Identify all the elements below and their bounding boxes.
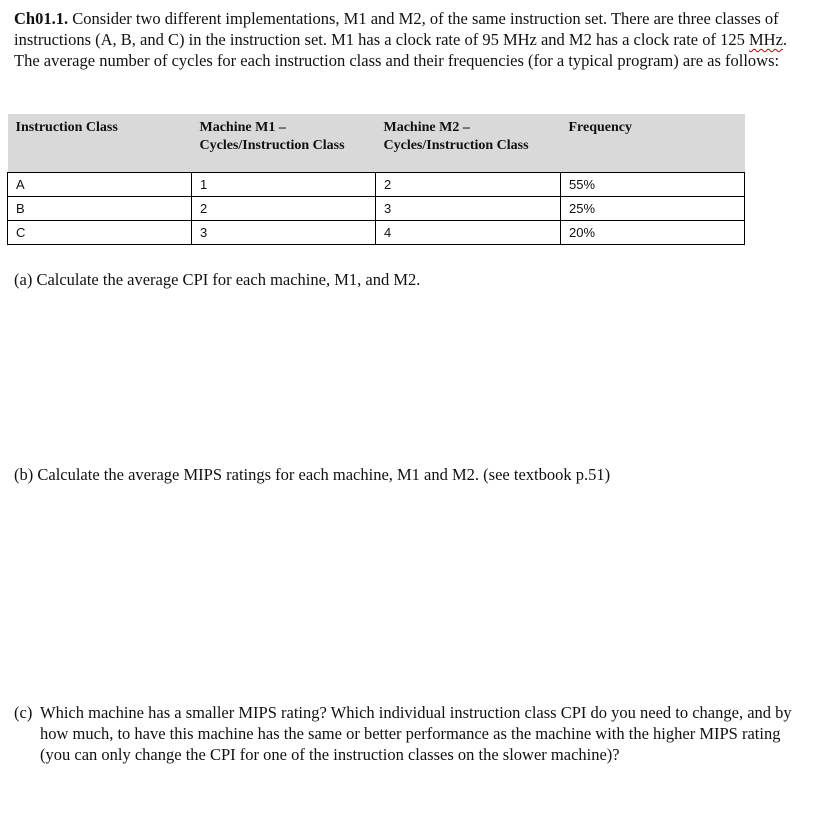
table-header-row — [8, 114, 745, 173]
header-machine-m2: Machine M2 – Cycles/Instruction Class — [376, 114, 561, 173]
problem-id: Ch01.1. — [14, 9, 69, 28]
cell-class: B — [8, 197, 192, 221]
cell-m2-cycles: 4 — [376, 221, 561, 245]
question-c — [14, 702, 799, 765]
cell-m1-cycles: 3 — [192, 221, 376, 245]
cell-m1-cycles: 1 — [192, 173, 376, 197]
cell-m1-cycles: 2 — [192, 197, 376, 221]
table-row — [8, 221, 745, 245]
cell-frequency: 55% — [561, 173, 745, 197]
cell-m2-cycles: 3 — [376, 197, 561, 221]
problem-intro — [14, 8, 794, 71]
intro-text-part1: Consider two different implementations, M1 and M2, of the same instruction set. There are three classes of instructions (A, B, and C) in the instruction set. M1 has a clock rate of 95 MHz and M2 has a clock rate of 125 — [14, 9, 779, 49]
instruction-table — [7, 114, 745, 245]
cell-frequency: 20% — [561, 221, 745, 245]
header-instruction-class: Instruction Class — [8, 114, 192, 173]
cell-frequency: 25% — [561, 197, 745, 221]
question-c-text: Which machine has a smaller MIPS rating? Which individual instruction class CPI do you need to change, and by how much, to have this machine has the same or better performance as the machine with the higher MIPS rating (you can only change the CPI for one of the instruction classes on the slower machine)? — [40, 703, 792, 764]
table-row — [8, 197, 745, 221]
question-c-marker: (c) — [14, 703, 33, 722]
question-b: (b) Calculate the average MIPS ratings for each machine, M1 and M2. (see textbook p.51) — [14, 465, 611, 484]
question-a: (a) Calculate the average CPI for each machine, M1, and M2. — [14, 270, 421, 289]
intro-mhz-misspelled: MHz — [749, 30, 783, 49]
cell-class: C — [8, 221, 192, 245]
header-frequency: Frequency — [561, 114, 745, 173]
table-row — [8, 173, 745, 197]
cell-m2-cycles: 2 — [376, 173, 561, 197]
header-machine-m1: Machine M1 – Cycles/Instruction Class — [192, 114, 376, 173]
cell-class: A — [8, 173, 192, 197]
intro-text-part2: . The average number of cycles for each instruction class and their frequencies (for a typical program) are as follows: — [14, 30, 788, 70]
